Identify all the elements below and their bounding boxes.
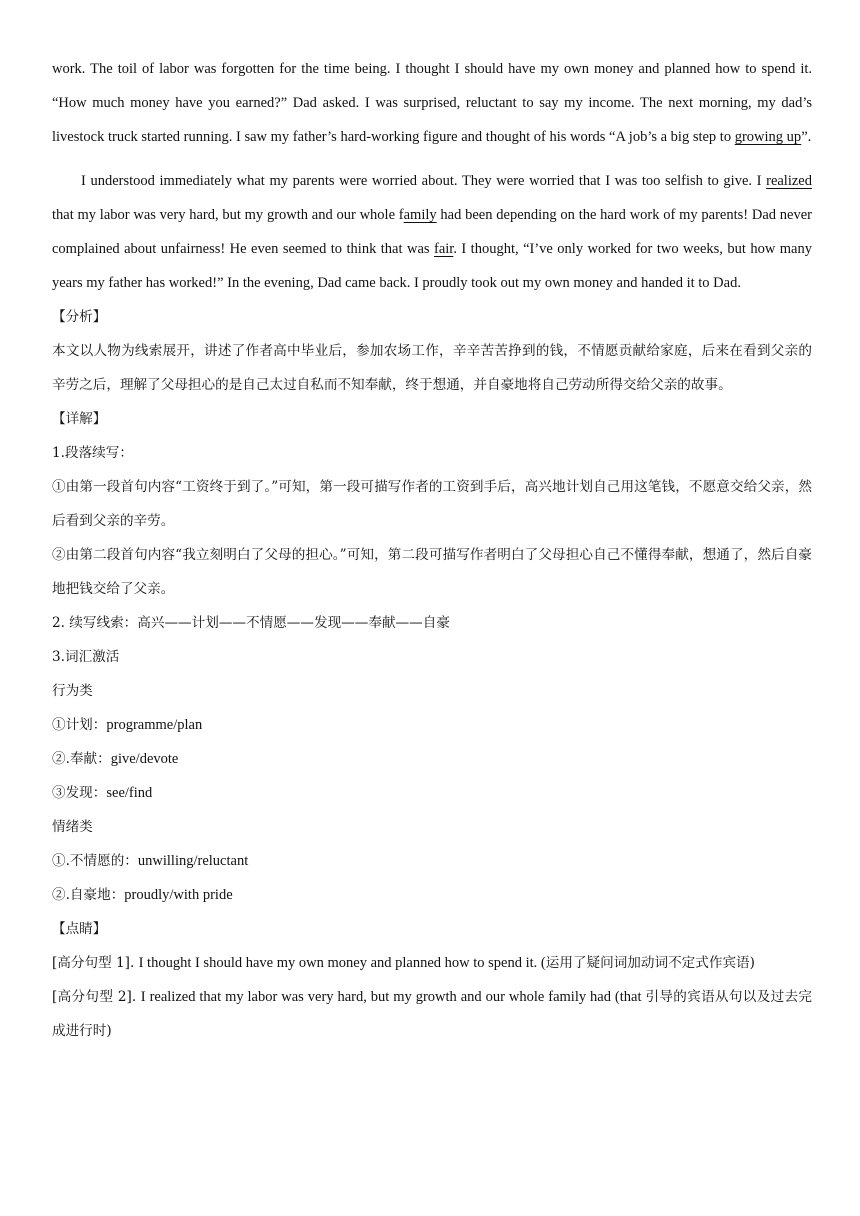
- analysis-text: 本文以人物为线索展开，讲述了作者高中毕业后，参加农场工作，辛辛苦苦挣到的钱，不情愿贡献给家庭，后来在看到父亲的辛劳之后，理解了父母担心的是自己太过自私而不知奉献，终于想通，并自豪地将自己劳动所得交给父亲的故事。: [52, 343, 812, 393]
- story-paragraph-2: [52, 164, 812, 300]
- vocab-value: unwilling/reluctant: [137, 853, 249, 869]
- highlight-heading: 【点睛】: [52, 921, 107, 937]
- vocab-item: [52, 708, 812, 742]
- detail-item-1a: ①由第一段首句内容“工资终于到了。”可知，第一段可描写作者的工资到手后，高兴地计划自己用这笔钱，不愿意交给父亲，然后看到父亲的辛劳。: [52, 479, 812, 529]
- detail-item-1-title: 1.段落续写：: [52, 445, 133, 461]
- vocab-label: ②.自豪地：: [52, 887, 125, 903]
- pattern-note: 引导的宾语从句以及过去完成进行时): [52, 989, 813, 1039]
- pattern-label: [高分句型 1].: [52, 955, 139, 971]
- vocab-value: see/find: [106, 785, 153, 801]
- category-action: 行为类: [52, 683, 93, 699]
- story-paragraph-1: [52, 52, 812, 154]
- paragraph-text: . I thought, “I’ve only worked for two weeks, but how many years my father has worked!” In the evening, Dad came back. I proudly took out my own money and handed it to Dad.: [52, 241, 812, 291]
- pattern-note: 运用了疑问词加动词不定式作宾语): [545, 955, 755, 971]
- paragraph-text: that my labor was very hard, but my growth and our whole f: [52, 207, 404, 223]
- detail-heading: 【详解】: [52, 411, 107, 427]
- vocab-item: [52, 878, 812, 912]
- category-emotion: 情绪类: [52, 819, 93, 835]
- vocab-value: proudly/with pride: [124, 887, 233, 903]
- sentence-pattern-2: [52, 980, 812, 1048]
- vocab-label: ①计划：: [52, 717, 107, 733]
- vocab-value: programme/plan: [106, 717, 203, 733]
- underlined-word: realized: [766, 173, 812, 189]
- pattern-sentence: I thought I should have my own money and planned how to spend it. (: [138, 955, 546, 971]
- underlined-phrase: growing up: [734, 129, 802, 145]
- detail-item-2: 2. 续写线索：高兴——计划——不情愿——发现——奉献——自豪: [52, 615, 450, 631]
- document-page: [52, 52, 812, 1048]
- sentence-pattern-1: [52, 946, 812, 980]
- vocab-item: [52, 844, 812, 878]
- paragraph-text: ”.: [801, 129, 812, 145]
- paragraph-text: I understood immediately what my parents were worried about. They were worried that I was too selfish to give. I: [81, 173, 767, 189]
- underlined-word: amily: [403, 207, 437, 223]
- detail-item-1b: ②由第二段首句内容“我立刻明白了父母的担心。”可知，第二段可描写作者明白了父母担心自己不懂得奉献，想通了，然后自豪地把钱交给了父亲。: [52, 547, 812, 597]
- analysis-heading: 【分析】: [52, 309, 107, 325]
- vocab-item: [52, 776, 812, 810]
- underlined-word: fair: [433, 241, 454, 257]
- pattern-label: [高分句型 2].: [52, 989, 141, 1005]
- paragraph-text: had been depending on the hard work of my parents! Dad never complained about unfairness! He even seemed to think that was: [52, 207, 812, 257]
- pattern-sentence: I realized that my labor was very hard, but my growth and our whole family had (that: [140, 989, 646, 1005]
- paragraph-text: work. The toil of labor was forgotten for the time being. I thought I should have my own money and planned how to spend it. “How much money have you earned?” Dad asked. I was surprised, reluctant to say my income. The next morning, my dad’s livestock truck started running. I saw my father’s hard-working figure and thought of his words “A job’s a big step to: [52, 61, 812, 145]
- vocab-label: ②.奉献：: [52, 751, 111, 767]
- vocab-item: [52, 742, 812, 776]
- detail-item-3-title: 3.词汇激活: [52, 649, 120, 665]
- vocab-value: give/devote: [110, 751, 179, 767]
- vocab-label: ③发现：: [52, 785, 107, 801]
- vocab-label: ①.不情愿的：: [52, 853, 138, 869]
